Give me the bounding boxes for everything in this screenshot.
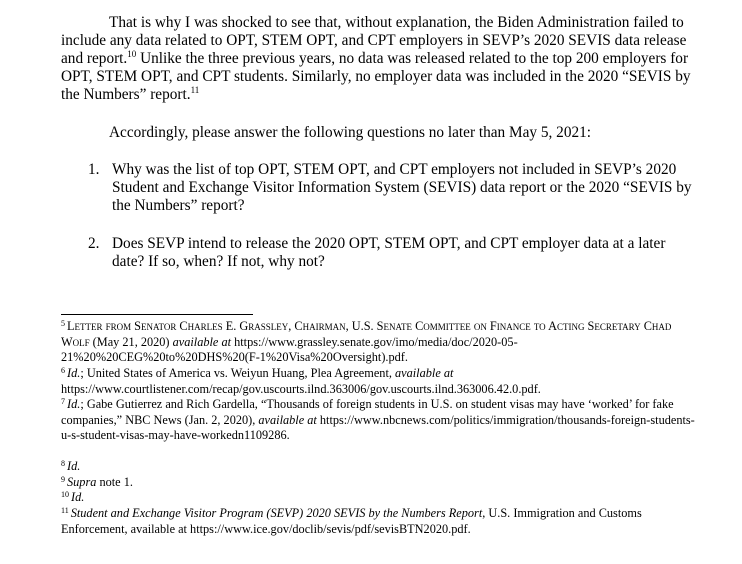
footnote-url: https://www.nbcnews.com/politics/immigration/thousands-foreign-students-u-s-student-visas-may-have-workedn1109286.	[61, 412, 695, 443]
footnote-text: ; United States of America vs. Weiyun Huang, Plea Agreement,	[80, 366, 396, 380]
footnote-11	[61, 506, 701, 537]
footnote-ref-11: 11	[190, 85, 200, 95]
footnote-number: 9	[61, 475, 65, 484]
body-paragraph-1	[61, 14, 697, 104]
question-text: Does SEVP intend to release the 2020 OPT, STEM OPT, and CPT employer data at a later date? If so, when? If not, why not?	[112, 235, 666, 270]
footnote-report-title: Student and Exchange Visitor Program (SEVP) 2020 SEVIS by the Numbers Report	[70, 506, 483, 520]
footnote-url: https://www.grassley.senate.gov/imo/media/doc/2020-05-21%20%20CEG%20to%20DHS%20(F-1%20Visa%20Oversight).pdf.	[61, 334, 518, 365]
footnote-id: Id.	[67, 459, 81, 473]
footnote-number: 11	[61, 506, 69, 515]
body-paragraph-2	[61, 124, 697, 142]
footnote-7	[61, 397, 701, 444]
footnote-text: ; Gabe Gutierrez and Rich Gardella, “Thousands of foreign students in U.S. on student visas may have ‘worked’ for fake companies,” NBC News (Jan. 2, 2020),	[61, 397, 674, 427]
footnote-id: Id.	[71, 490, 85, 504]
footnote-9	[61, 475, 701, 491]
footnote-ref-10: 10	[127, 49, 137, 59]
paragraph2-text: Accordingly, please answer the following questions no later than May 5, 2021:	[109, 124, 592, 141]
footnote-number: 6	[61, 366, 65, 375]
footnote-number: 7	[61, 397, 65, 406]
footnote-number: 5	[61, 319, 65, 328]
footnote-6	[61, 366, 701, 397]
footnote-id: Id.	[67, 366, 81, 380]
footnote-available-at: available at	[258, 412, 317, 427]
footnote-letter-title: Letter from Senator Charles E. Grassley, Chairman, U.S. Senate Committee on Finance to Acting Secretary Chad Wolf	[61, 319, 672, 349]
question-text: Why was the list of top OPT, STEM OPT, and CPT employers not included in SEVP’s 2020 Student and Exchange Visitor Information System (SEVIS) data report or the 2020 “SEVIS by the Numbers” report?	[112, 161, 692, 214]
paragraph1-text-b: Unlike the three previous years, no data was released related to the top 200 employers for OPT, STEM OPT, and CPT students. Similarly, no employer data was included in the 2020 “SEVIS by the Numbers” report.	[61, 50, 691, 103]
paragraph1-text-a: That is why I was shocked to see that, without explanation, the Biden Administration failed to include any data related to OPT, STEM OPT, and CPT employers in SEVP’s 2020 SEVIS data release and report.	[61, 14, 687, 67]
footnote-10	[61, 490, 701, 506]
footnote-8	[61, 459, 701, 475]
footnote-5	[61, 319, 701, 366]
footnote-text: , U.S. Immigration and Customs Enforcement, available at https://www.ice.gov/doclib/sevis/pdf/sevisBTN2020.pdf.	[61, 506, 642, 536]
footnote-supra: Supra	[67, 475, 97, 489]
footnote-available-at: available at	[395, 366, 454, 380]
question-number: 2.	[88, 235, 100, 252]
question-number: 1.	[88, 161, 100, 178]
footnote-available-at: available at	[172, 334, 232, 349]
footnote-separator	[61, 314, 253, 315]
footnote-id: Id.	[67, 397, 81, 411]
footnote-number: 8	[61, 459, 65, 468]
footnote-number: 10	[61, 490, 69, 499]
footnote-text: note 1.	[96, 475, 133, 489]
footnote-date: (May 21, 2020)	[89, 334, 173, 349]
footnote-url: https://www.courtlistener.com/recap/gov.uscourts.ilnd.363006/gov.uscourts.ilnd.363006.42.0.pdf.	[61, 381, 541, 396]
